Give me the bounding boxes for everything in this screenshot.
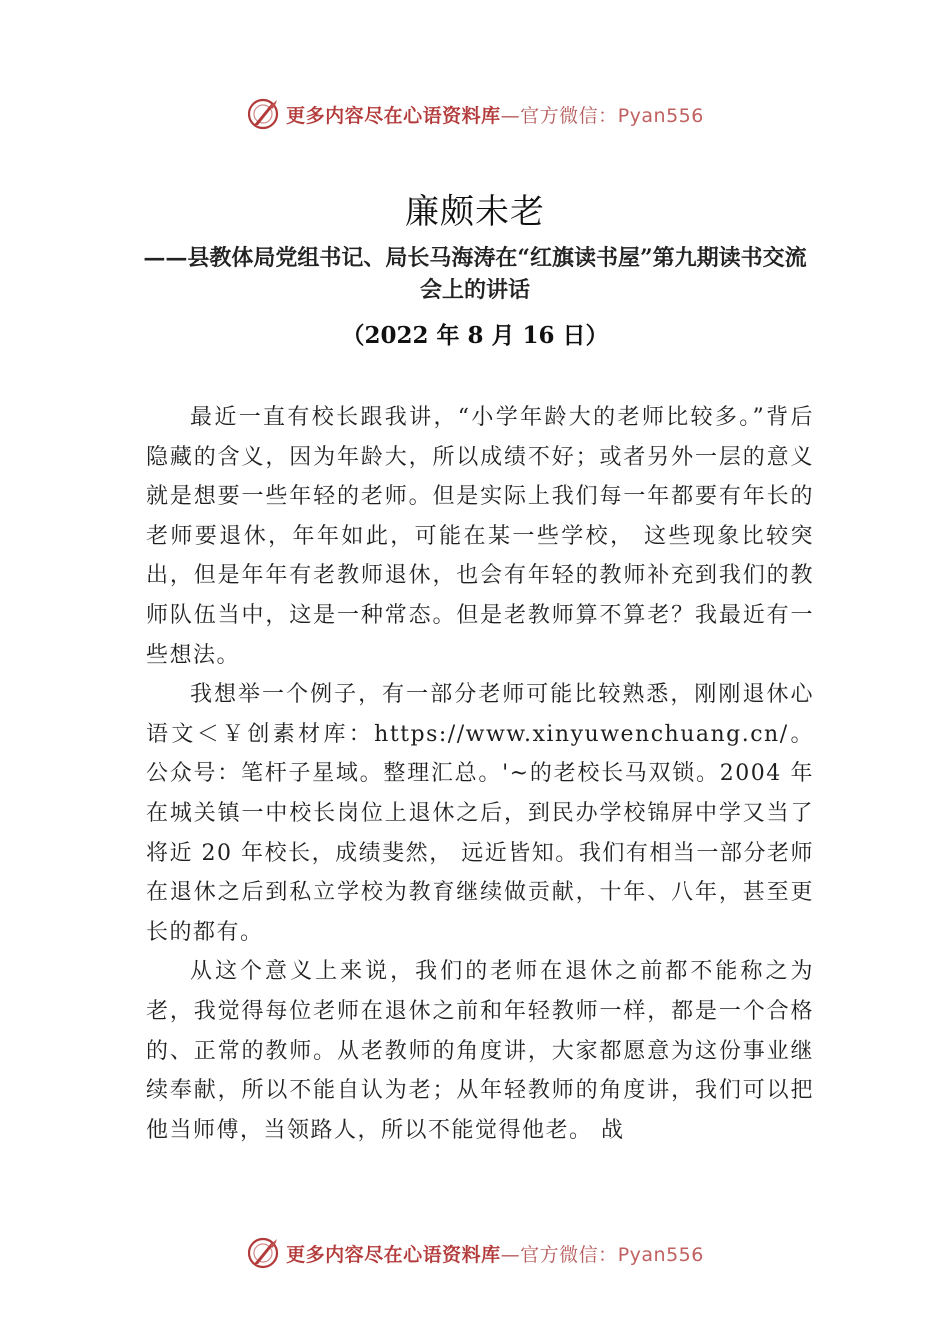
document-subtitle: ——县教体局党组书记、局长马海涛在“红旗读书屋”第九期读书交流会上的讲话 bbox=[143, 245, 807, 303]
header-watermark-id: Pyan556 bbox=[617, 104, 704, 127]
quill-pen-logo-icon bbox=[246, 97, 280, 131]
paragraph: 我想举一个例子，有一部分老师可能比较熟悉，刚刚退休心语文＜￥创素材库：https://www.xinyuwenchuang.cn/。公众号：笔杆子星域。整理汇总。'~的老校长马双锁。2004 年在城关镇一中校长岗位上退休之后，到民办学校锦屏中学又当了将近 20 年校长，成绩斐然， 远近皆知。我们有相当一部分老师在退休之后到私立学校为教育继续做贡献，十年、八年，甚至更长的都有。 bbox=[146, 682, 814, 945]
header-watermark-dash: —官方微信： bbox=[500, 104, 618, 127]
footer-watermark-main: 更多内容尽在心语资料库 bbox=[286, 1243, 501, 1266]
quill-pen-logo-icon bbox=[246, 1236, 280, 1270]
footer-watermark-banner bbox=[0, 1233, 950, 1273]
footer-watermark-text bbox=[286, 1240, 704, 1267]
paragraph: 最近一直有校长跟我讲，“小学年龄大的老师比较多。”背后隐藏的含义，因为年龄大，所以成绩不好；或者另外一层的意义就是想要一些年轻的老师。但是实际上我们每一年都要有年长的老师要退休，年年如此，可能在某一些学校， 这些现象比较突出，但是年年有老教师退休，也会有年轻的教师补充到我们的教师队伍当中，这是一种常态。但是老教师算不算老？我最近有一些想法。 bbox=[146, 405, 814, 668]
document-title: 廉颇未老 bbox=[405, 192, 545, 232]
header-watermark-main: 更多内容尽在心语资料库 bbox=[286, 104, 501, 127]
header-watermark-banner bbox=[0, 94, 950, 134]
header-watermark-text bbox=[286, 101, 704, 128]
footer-watermark-id: Pyan556 bbox=[617, 1243, 704, 1266]
document-date: （2022 年 8 月 16 日） bbox=[341, 322, 609, 349]
document-body bbox=[146, 398, 814, 1150]
paragraph: 从这个意义上来说，我们的老师在退休之前都不能称之为老，我觉得每位老师在退休之前和年轻教师一样，都是一个合格的、正常的教师。从老教师的角度讲，大家都愿意为这份事业继续奉献，所以不能自认为老；从年轻教师的角度讲，我们可以把他当师傅，当领路人，所以不能觉得他老。 战 bbox=[146, 959, 814, 1143]
footer-watermark-dash: —官方微信： bbox=[500, 1243, 618, 1266]
